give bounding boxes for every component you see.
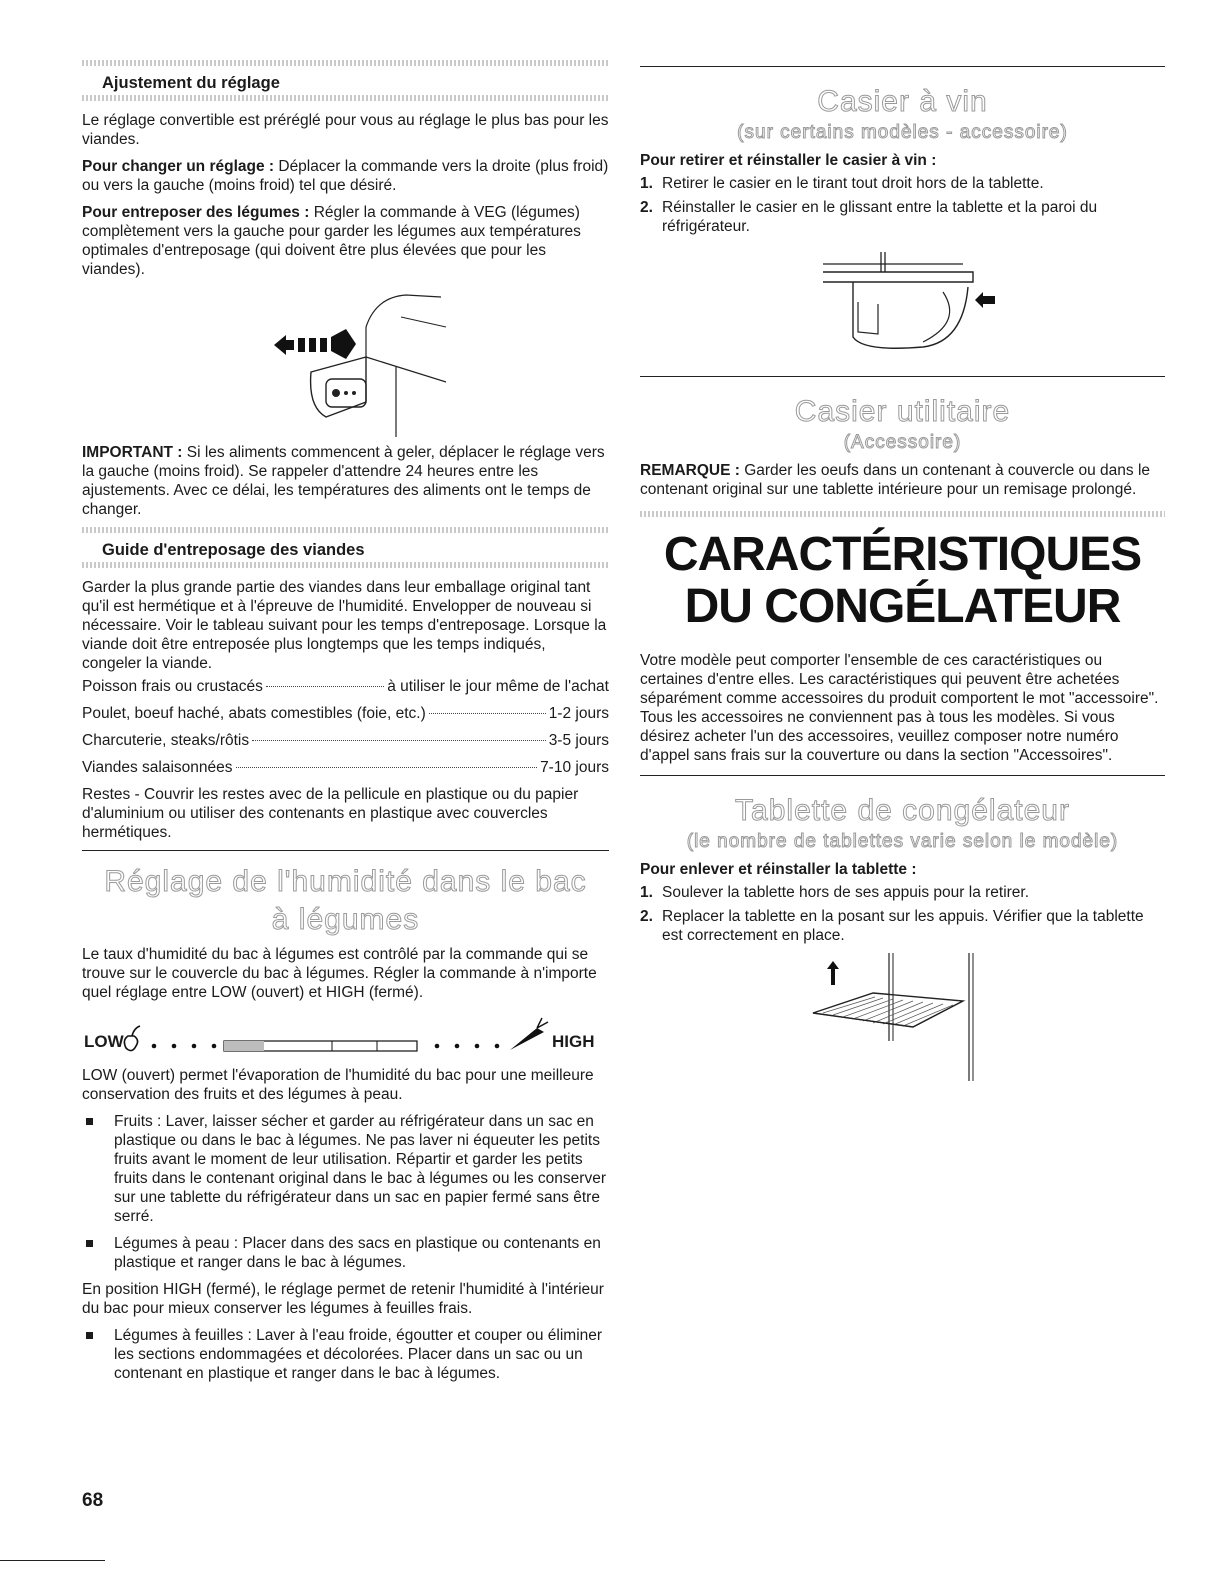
bullet-text: Légumes à peau : Placer dans des sacs en plastique ou contenants en plastique et ranger dans le bac à légumes.: [114, 1235, 601, 1271]
slider-low-label: LOW: [84, 1032, 124, 1051]
storage-row: [82, 704, 609, 723]
right-column: [640, 60, 1165, 1081]
step-text: Soulever la tablette hors de ses appuis pour la retirer.: [662, 884, 1030, 901]
freezer-title-line-1: CARACTÉRISTIQUES: [663, 528, 1142, 581]
freezer-shelf-illustration: [640, 951, 1165, 1081]
humidity-slider-illustration: [82, 1010, 609, 1066]
adjust-veg-label: Pour entreposer des légumes :: [82, 204, 310, 221]
footer-rule: [0, 1560, 105, 1561]
storage-time: 7-10 jours: [540, 759, 609, 776]
control-illustration: [82, 287, 609, 437]
adjust-intro: Le réglage convertible est préréglé pour vous au réglage le plus bas pour les viandes.: [82, 112, 609, 148]
humidity-intro: Le taux d'humidité du bac à légumes est contrôlé par la commande qui se trouve sur le couvercle du bac à légumes. Régler la commande à n'importe quel réglage entre LOW (ouvert) et HIGH (fermé).: [82, 946, 597, 1001]
important-text: Si les aliments commencent à geler, déplacer le réglage vers la gauche (moins froid). Se rappeler d'attendre 24 heures entre les ajustements. Avec ce délai, les températures des aliments ont le temps de changer.: [82, 444, 605, 518]
low-bullet-list: [82, 1112, 609, 1272]
left-column: [82, 60, 609, 1391]
storage-time: 3-5 jours: [548, 732, 609, 749]
utility-bin-title: Casier utilitaire: [794, 395, 1011, 428]
freezer-shelf-subtitle: (le nombre de tablettes varie selon le modèle): [686, 831, 1119, 852]
section-divider: [640, 66, 1165, 67]
adjust-veg-text: Régler la commande à VEG (légumes) complètement vers la gauche pour garder les légumes aux températures optimales d'entreposage (qui doivent être plus élevées que pour les viandes).: [82, 204, 581, 278]
adjust-change-text: Déplacer la commande vers la droite (plus froid) ou vers la gauche (moins froid) tel que désiré.: [82, 158, 609, 194]
slider-high-label: HIGH: [552, 1032, 595, 1051]
step-text: Réinstaller le casier en le glissant entre la tablette et la paroi du réfrigérateur.: [662, 199, 1098, 235]
step-text: Replacer la tablette en la posant sur les appuis. Vérifier que la tablette est correctement en place.: [662, 908, 1144, 944]
freezer-shelf-instructions: Pour enlever et réinstaller la tablette :: [640, 861, 917, 878]
storage-time: à utiliser le jour même de l'achat: [387, 678, 609, 695]
wine-rack-instructions: Pour retirer et réinstaller le casier à vin :: [640, 152, 937, 169]
list-item: 2. Réinstaller le casier en le glissant entre la tablette et la paroi du réfrigérateur.: [640, 199, 1098, 235]
slider-track: [82, 1010, 609, 1066]
wine-rack-subtitle: (sur certains modèles - accessoire): [737, 122, 1068, 143]
wine-rack-illustration: [640, 242, 1165, 372]
high-bullet-list: [82, 1326, 609, 1383]
list-item: 2. Replacer la tablette en la posant sur les appuis. Vérifier que la tablette est correctement en place.: [640, 908, 1144, 944]
freezer-band: [640, 511, 1165, 517]
adjust-heading: Ajustement du réglage: [102, 74, 280, 92]
storage-time: 1-2 jours: [548, 705, 609, 722]
list-item: 1. Retirer le casier en le tirant tout droit hors de la tablette.: [640, 175, 1044, 192]
utility-note-text: Garder les oeufs dans un contenant à couvercle ou dans le contenant original sur une tablette intérieure pour un remisage prolongé.: [640, 462, 1151, 498]
freezer-features-title: [640, 529, 1165, 633]
section-divider: [640, 775, 1165, 776]
bullet-text: Légumes à feuilles : Laver à l'eau froide, égoutter et couper ou éliminer les sections endommagées et décolorées. Placer dans un sac ou un contenant en plastique et ranger dans le bac à légumes.: [114, 1327, 603, 1382]
guide-heading-band: [82, 527, 609, 568]
storage-table: [82, 677, 609, 777]
storage-row: [82, 758, 609, 777]
guide-intro: Garder la plus grande partie des viandes dans leur emballage original tant qu'il est hermétique et à l'épreuve de l'humidité. Envelopper de nouveau si nécessaire. Voir le tableau suivant pour les temps d'entreposage. Lorsque la viande doit être entreposée plus longtemps que les temps indiqués, congeler la viande.: [82, 579, 607, 672]
adjust-veg-paragraph: [82, 203, 609, 279]
control-dial-illustration: [216, 287, 476, 437]
storage-item: Charcuterie, steaks/rôtis: [82, 732, 250, 749]
page-number: 68: [82, 1490, 104, 1511]
freezer-shelf-diagram: [803, 951, 1003, 1081]
storage-item: Viandes salaisonnées: [82, 759, 233, 776]
humidity-title: Réglage de l'humidité dans le bac à légumes: [104, 865, 587, 936]
freezer-shelf-steps: [640, 883, 1165, 945]
section-divider: [82, 850, 609, 851]
wine-rack-diagram: [803, 242, 1003, 372]
section-divider: [640, 376, 1165, 377]
list-item: 1. Soulever la tablette hors de ses appuis pour la retirer.: [640, 884, 1030, 901]
list-item: [82, 1326, 609, 1383]
adjust-heading-band: [82, 60, 609, 101]
utility-note-label: REMARQUE :: [640, 462, 740, 479]
step-text: Retirer le casier en le tirant tout droit hors de la tablette.: [662, 175, 1044, 192]
freezer-shelf-title: Tablette de congélateur: [735, 794, 1070, 827]
humidity-low-paragraph: LOW (ouvert) permet l'évaporation de l'humidité du bac pour une meilleure conservation des fruits et des légumes à peau.: [82, 1067, 594, 1103]
storage-item: Poisson frais ou crustacés: [82, 678, 263, 695]
important-paragraph: [82, 443, 609, 519]
list-item: [82, 1234, 609, 1272]
important-label: IMPORTANT :: [82, 444, 183, 461]
freezer-title-line-2: DU CONGÉLATEUR: [684, 580, 1121, 633]
guide-heading: Guide d'entreposage des viandes: [102, 541, 365, 559]
guide-leftovers: Restes - Couvrir les restes avec de la pellicule en plastique ou du papier d'aluminium ou utiliser des contenants en plastique avec couvercles hermétiques.: [82, 786, 579, 841]
storage-row: [82, 677, 609, 696]
utility-note: [640, 461, 1165, 499]
storage-item: Poulet, boeuf haché, abats comestibles (foie, etc.): [82, 705, 426, 722]
freezer-intro: Votre modèle peut comporter l'ensemble de ces caractéristiques ou certaines d'entre elles. Les caractéristiques qui peuvent être achetées séparément comme accessoires du produit comportent le mot "accessoire". Tous les accessoires ne conviennent pas à tous les modèles. Si vous désirez acheter l'un des accessoires, veuillez composer notre numéro d'appel sans frais sur la couverture ou dans la section "Accessoires".: [640, 652, 1159, 764]
humidity-high-paragraph: En position HIGH (fermé), le réglage permet de retenir l'humidité à l'intérieur du bac pour mieux conserver les légumes à feuilles frais.: [82, 1281, 604, 1317]
wine-rack-title: Casier à vin: [817, 85, 988, 118]
wine-rack-steps: [640, 174, 1165, 236]
list-item: [82, 1112, 609, 1226]
adjust-change-label: Pour changer un réglage :: [82, 158, 275, 175]
storage-row: [82, 731, 609, 750]
utility-bin-subtitle: (Accessoire): [843, 432, 962, 453]
bullet-text: Fruits : Laver, laisser sécher et garder au réfrigérateur dans un sac en plastique ou dans le bac à légumes. Ne pas laver ni équeuter les petits fruits avant le moment de leur utilisation. Répartir et garder les petits fruits dans le contenant original dans le bac à légumes ou les conserver sur une tablette du réfrigérateur dans un sac en papier fermé sans être serré.: [114, 1113, 606, 1225]
adjust-change-paragraph: [82, 157, 609, 195]
